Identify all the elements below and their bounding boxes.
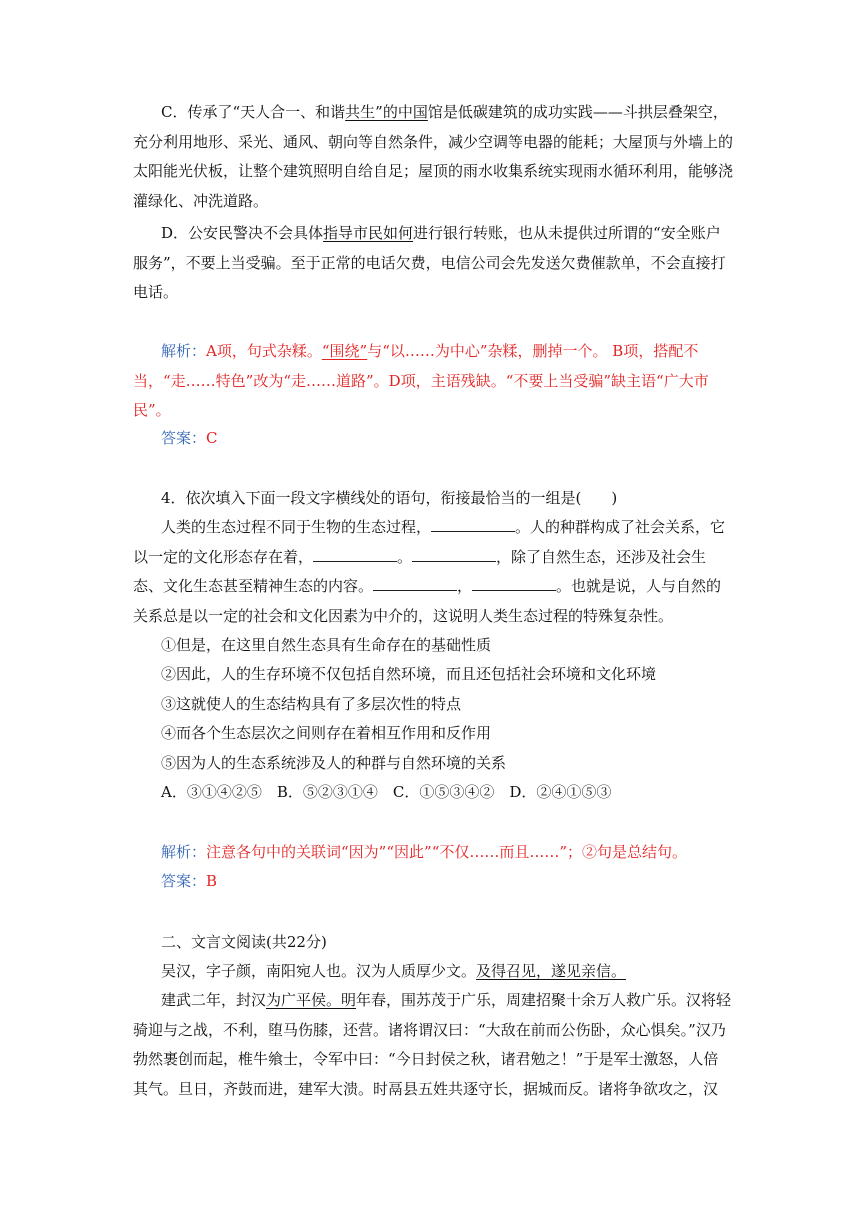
option-item-1: ①但是，在这里自然生态具有生命存在的基础性质 <box>161 636 492 654</box>
analysis-q4 <box>161 838 687 867</box>
classical-underlined: 及得召见，遂见亲信。 <box>476 962 627 980</box>
option-c-text-2: 馆是低碳建筑的成功实践——斗拱层叠架空，充分利用地形、采光、通风、朝向等自然条件，减少空调等电器的能耗；大屋顶与外墙上的太阳能光伏板，让整个建筑照明自给自足；屋顶的雨水收集系统实现雨水循环利用，能够浇灌绿化、冲洗道路。 <box>133 103 734 210</box>
classical-text: 建武二年，封汉 <box>161 991 267 1009</box>
answer-q4 <box>161 867 217 896</box>
analysis-text-2: 与“以……为中心”杂糅，删掉一个。 B项，搭配不当，“走……特色”改为“走……道路”。D项，主语残缺。“不要上当受骗”缺主语“广大市民”。 <box>133 342 709 419</box>
answer-value: B <box>206 872 218 890</box>
option-d-text-2: 进行银行转账，也从未提供过所谓的“安全账户服务”，不要上当受骗。至于正常的电话欠费，电信公司会先发送欠费催款单，不会直接打电话。 <box>133 224 726 301</box>
passage-part: 。 <box>397 547 413 566</box>
analysis-text-1: A项，句式杂糅。 <box>206 342 322 360</box>
answer-q3 <box>161 424 218 453</box>
option-d-underlined: 指导市民如何 <box>323 224 414 242</box>
analysis-underlined: “围绕” <box>321 342 368 360</box>
option-c-underlined: 共生”的中国 <box>345 103 428 121</box>
analysis-label: 解析： <box>161 342 207 360</box>
passage-part: ， <box>457 577 473 595</box>
answer-choices: A．③①④②⑤ B．⑤②③①④ C．①⑤③④② D．②④①⑤③ <box>161 783 612 801</box>
option-d <box>133 219 733 308</box>
passage-part: 。也就是说，人与自然的关系总是以一定的社会和文化因素为中介的，这说明人类生态过程的特殊复杂性。 <box>133 577 722 625</box>
analysis-text: 注意各句中的关联词“因为”“因此”“不仅……而且……”；②句是总结句。 <box>206 843 688 861</box>
analysis-label: 解析： <box>161 843 207 861</box>
classical-text-line-1 <box>161 957 626 986</box>
fill-blank <box>373 576 457 591</box>
passage-part: 。人的种群构成了社会关系，它以一定的文化形态存在着， <box>133 518 726 566</box>
option-item-5: ⑤因为人的生态系统涉及人的种群与自然环境的关系 <box>161 754 507 772</box>
classical-text-paragraph-2 <box>133 986 733 1104</box>
fill-blank <box>313 547 397 562</box>
question-4-passage <box>133 513 733 631</box>
classical-text: 年春，围苏茂于广乐，周建招聚十余万人救广乐。汉将轻骑迎与之战，不利，堕马伤膝，还营。诸将谓汉曰：“大敌在前而公伤卧，众心惧矣。”汉乃勃然裹创而起，椎牛飨士，令军中曰：“今日封侯之秋，诸君勉之！”于是军士激怒，人倍其气。旦日，齐鼓而进，建军大溃。时鬲县五姓共逐守长，据城而反。诸将争欲攻之，汉 <box>133 991 732 1098</box>
option-item-3: ③这就使人的生态结构具有了多层次性的特点 <box>161 695 462 713</box>
option-c <box>133 98 733 216</box>
option-item-4: ④而各个生态层次之间则存在着相互作用和反作用 <box>161 724 492 742</box>
classical-text: 吴汉，字子颜，南阳宛人也。汉为人质厚少文。 <box>161 962 477 980</box>
answer-label: 答案： <box>161 429 207 447</box>
option-item-2: ②因此，人的生存环境不仅包括自然环境，而且还包括社会环境和文化环境 <box>161 665 657 683</box>
option-d-text-1: D．公安民警决不会具体 <box>161 224 324 242</box>
fill-blank <box>472 576 556 591</box>
section-heading: 二、文言文阅读(共22分) <box>161 933 327 951</box>
classical-underlined: 为广平侯。明 <box>266 991 357 1009</box>
passage-part: ，除了自然生态，还涉及社会生态、文化生态甚至精神生态的内容。 <box>133 547 707 595</box>
fill-blank <box>431 517 515 532</box>
answer-label: 答案： <box>161 872 207 890</box>
passage-part: 人类的生态过程不同于生物的生态过程， <box>161 518 432 536</box>
question-4-stem: 4．依次填入下面一段文字横线处的语句，衔接最恰当的一组是( ) <box>161 489 618 507</box>
option-c-text-1: C．传承了“天人合一、和谐 <box>161 103 346 121</box>
fill-blank <box>412 547 496 562</box>
analysis-q3 <box>133 337 733 426</box>
answer-value: C <box>206 429 218 447</box>
